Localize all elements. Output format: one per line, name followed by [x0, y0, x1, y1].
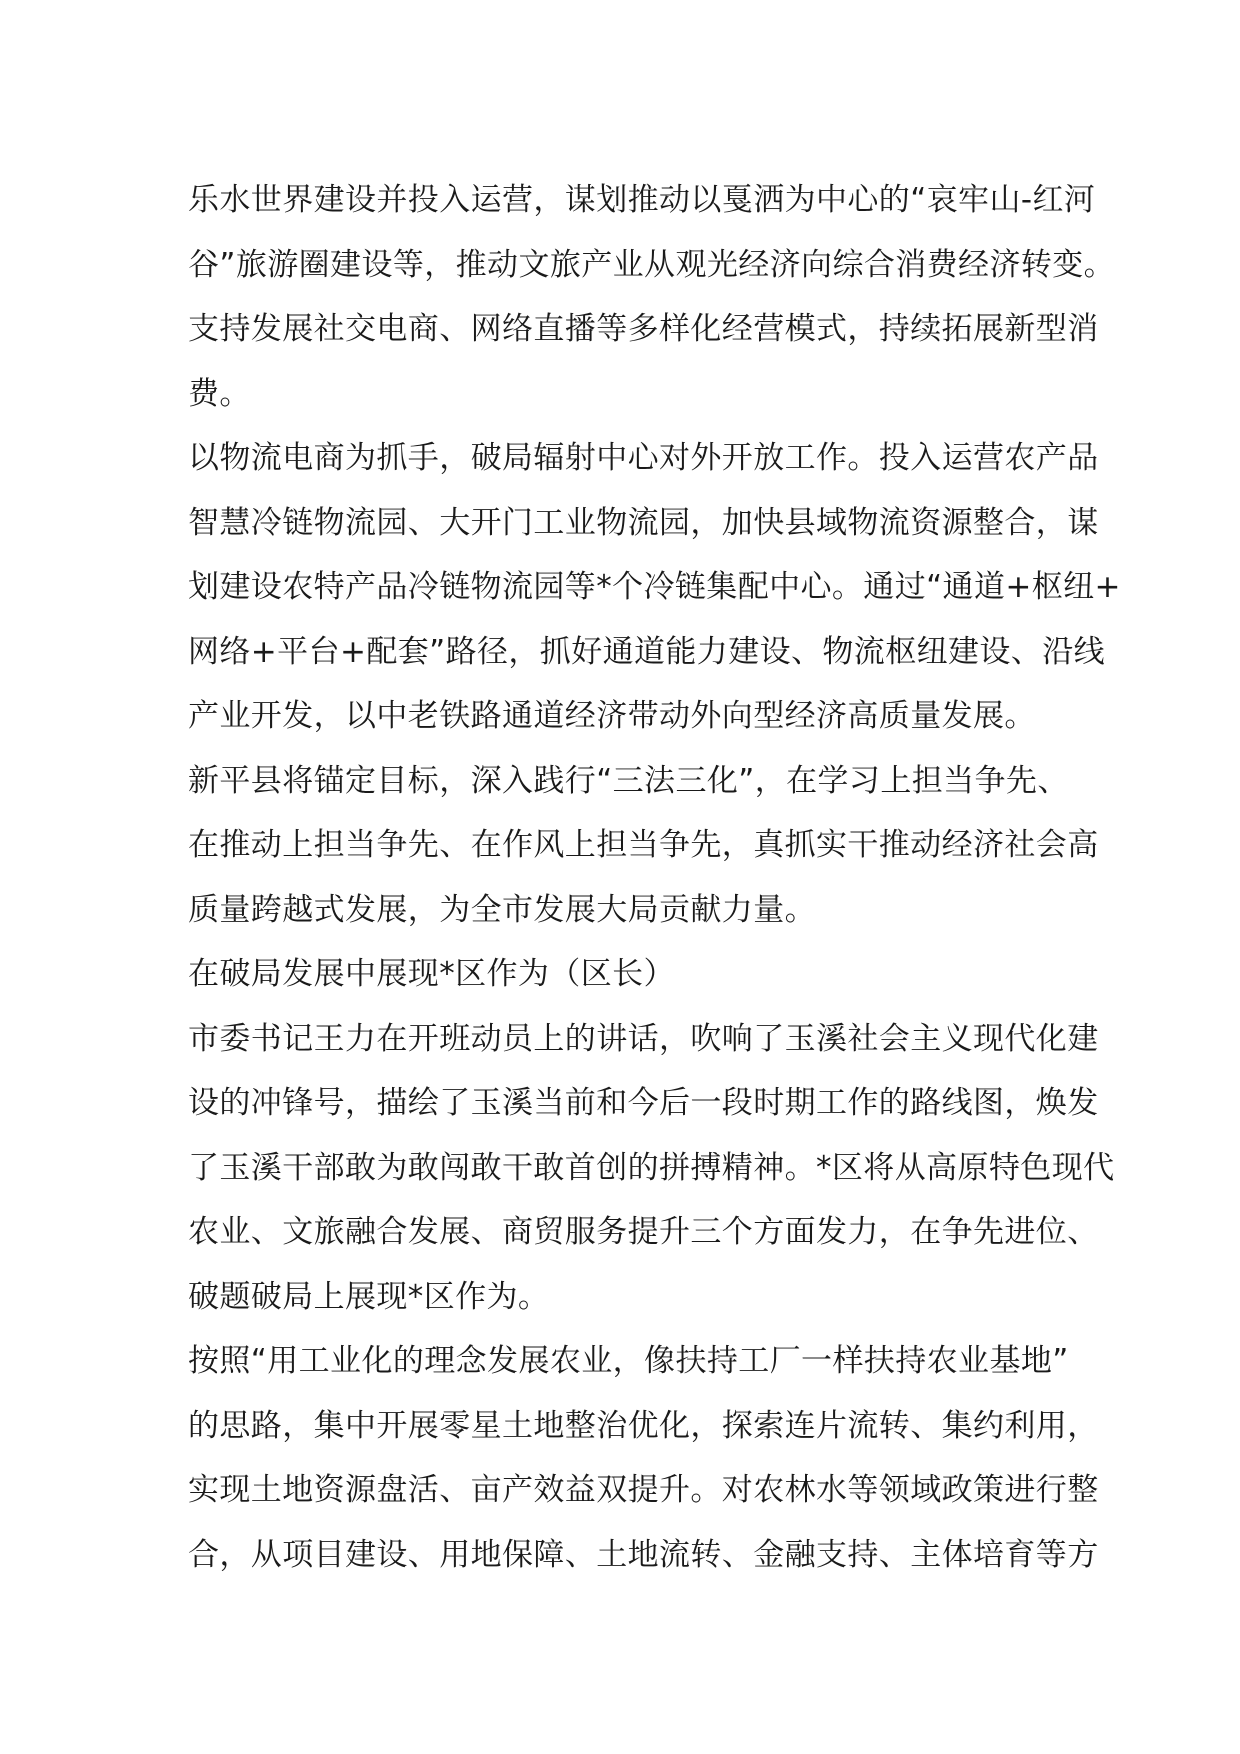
section-heading: 在破局发展中展现*区作为（区长） [188, 956, 675, 992]
text-line: 新平县将锚定目标，深入践行“三法三化”，在学习上担当争先、 [188, 762, 1069, 799]
text-line: 智慧冷链物流园、大开门工业物流园，加快县域物流资源整合，谋 [188, 504, 1099, 541]
text-line: 了玉溪干部敢为敢闯敢干敢首创的拼搏精神。*区将从高原特色现代 [188, 1149, 1115, 1186]
text-line: 乐水世界建设并投入运营，谋划推动以戛洒为中心的“哀牢山-红河 [188, 182, 1096, 218]
text-line: 破题破局上展现*区作为。 [188, 1278, 550, 1315]
text-line: 费。 [188, 375, 251, 412]
text-line: 市委书记王力在开班动员上的讲话，吹响了玉溪社会主义现代化建 [188, 1020, 1099, 1057]
text-line: 谷”旅游圈建设等，推动文旅产业从观光经济向综合消费经济转变。 [188, 246, 1116, 283]
text-line: 质量跨越式发展，为全市发展大局贡献力量。 [188, 891, 816, 928]
text-line: 在推动上担当争先、在作风上担当争先，真抓实干推动经济社会高 [188, 827, 1099, 863]
text-line: 以物流电商为抓手，破局辐射中心对外开放工作。投入运营农产品 [188, 440, 1099, 476]
text-line: 的思路，集中开展零星土地整治优化，探索连片流转、集约利用， [188, 1407, 1099, 1444]
text-line: 产业开发，以中老铁路通道经济带动外向型经济高质量发展。 [188, 698, 1036, 734]
text-line: 网络+平台+配套”路径，抓好通道能力建设、物流枢纽建设、沿线 [188, 633, 1106, 670]
document-body [188, 168, 1121, 1587]
text-line: 支持发展社交电商、网络直播等多样化经营模式，持续拓展新型消 [188, 311, 1099, 347]
text-line: 实现土地资源盘活、亩产效益双提升。对农林水等领域政策进行整 [188, 1472, 1099, 1508]
text-line: 按照“用工业化的理念发展农业，像扶持工厂一样扶持农业基地” [188, 1343, 1069, 1379]
text-line: 农业、文旅融合发展、商贸服务提升三个方面发力，在争先进位、 [188, 1214, 1099, 1250]
text-line: 合，从项目建设、用地保障、土地流转、金融支持、主体培育等方 [188, 1536, 1099, 1573]
text-line: 划建设农特产品冷链物流园等*个冷链集配中心。通过“通道+枢纽+ [188, 569, 1121, 605]
text-line: 设的冲锋号，描绘了玉溪当前和今后一段时期工作的路线图，焕发 [188, 1085, 1099, 1121]
